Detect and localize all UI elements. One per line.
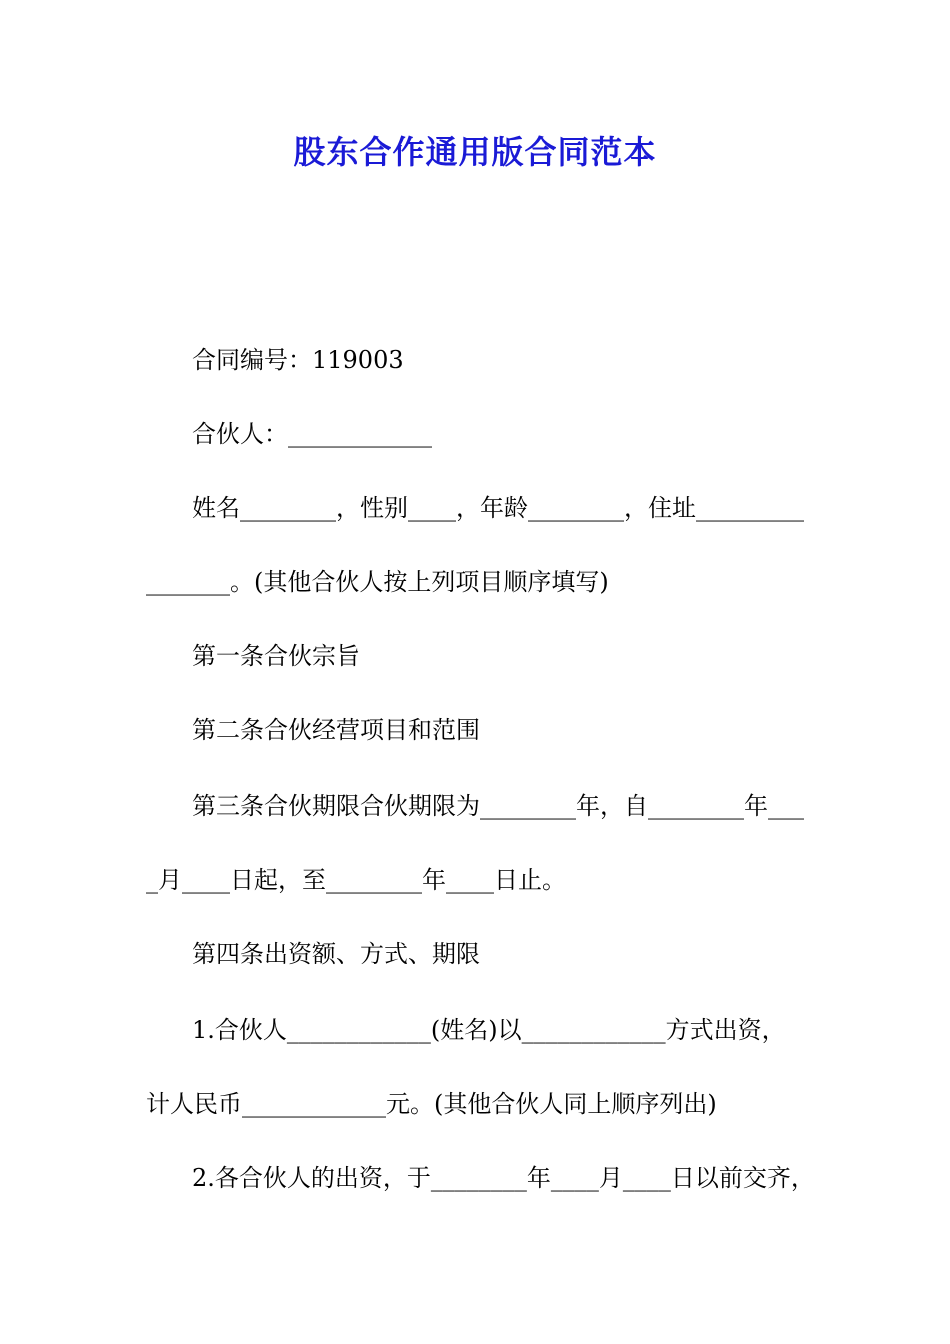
- contract-number-line: 合同编号：119003: [192, 346, 404, 374]
- clause-1-continued-line: 计人民币____________元。(其他合伙人同上顺序列出): [146, 1090, 717, 1118]
- clause-2-line: 2.各合伙人的出资，于________年____月____日以前交齐，: [192, 1164, 815, 1192]
- article-1-heading: 第一条合伙宗旨: [192, 642, 360, 670]
- partner-info-line: 姓名________，性别____，年龄________，住址_________: [192, 494, 804, 522]
- article-2-heading: 第二条合伙经营项目和范围: [192, 716, 480, 744]
- partner-line: 合伙人：____________: [192, 420, 432, 448]
- article-4-heading: 第四条出资额、方式、期限: [192, 940, 480, 968]
- document-title: 股东合作通用版合同范本: [293, 133, 657, 171]
- partner-info-continued-line: _______。(其他合伙人按上列项目顺序填写): [146, 568, 609, 596]
- clause-1-line: 1.合伙人____________(姓名)以____________方式出资，: [192, 1016, 786, 1044]
- article-3-line: 第三条合伙期限合伙期限为________年，自________年___: [192, 792, 804, 820]
- article-3-continued-line: _月____日起，至________年____日止。: [146, 866, 566, 894]
